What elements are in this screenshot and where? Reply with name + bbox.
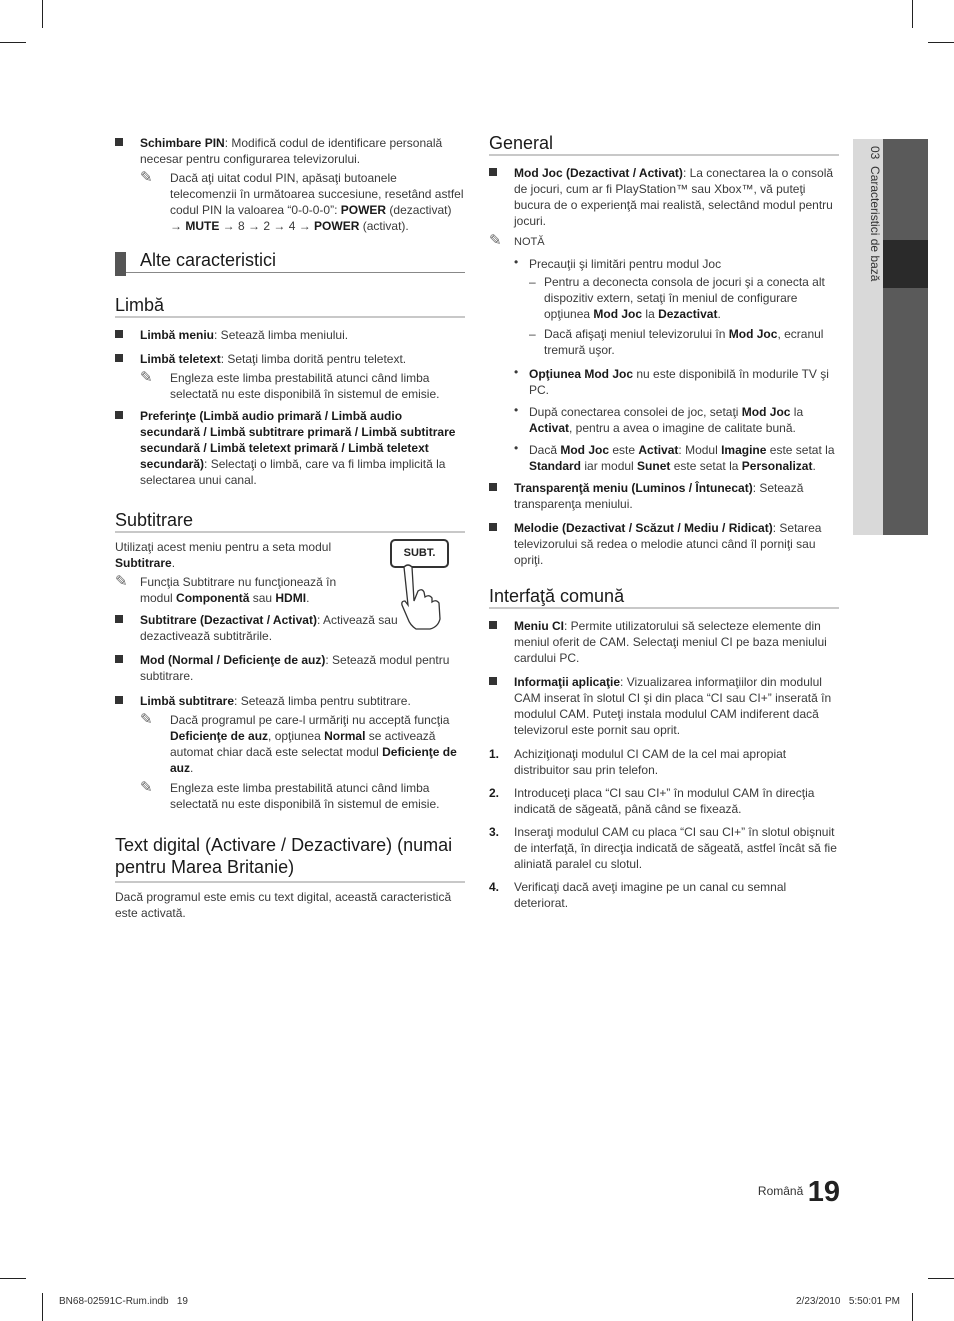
crop-mark: [928, 42, 954, 43]
crop-mark: [42, 0, 43, 28]
section-heading-text-digital: Text digital (Activare / Dezactivare) (numai pentru Marea Britanie): [115, 834, 465, 883]
subtitrare-note: ✎ Funcţia Subtitrare nu funcţionează în modul Componentă sau HDMI.: [115, 572, 337, 605]
nota-bullet-1: • Precauţii şi limitări pentru modul Joc: [514, 255, 722, 271]
dash-icon: –: [529, 275, 536, 289]
dot-bullet-icon: •: [514, 441, 519, 455]
pin-note: ✎ Dacă aţi uitat codul PIN, apăsaţi butoanele telecomenzii în următoarea succesiune, resetând astfel codul PIN la valoarea “0-0-0-0”: POWER (dezactivat) → MUTE → 8 → 2 → 4 → POWER (activat).: [140, 168, 464, 233]
pencil-note-icon: ✎: [489, 231, 502, 249]
dot-bullet-icon: •: [514, 255, 519, 269]
nota-bullet-4: • Dacă Mod Joc este Activat: Modul Imagine este setat la Standard iar modul Sunet este setat la Personalizat.: [514, 441, 835, 473]
square-bullet-icon: [115, 138, 123, 146]
square-bullet-icon: [489, 168, 497, 176]
pin-label: Schimbare PIN: [140, 136, 225, 150]
transparenta-item: Transparenţă meniu (Luminos / Întunecat): Setează transparenţa meniului.: [489, 480, 839, 512]
slug-datetime: 2/23/2010 5:50:01 PM: [796, 1296, 900, 1307]
step-item: 4. Verificaţi dacă aveţi imagine pe un canal cu semnal deteriorat.: [489, 880, 787, 910]
limba-meniu-item: Limbă meniu: Setează limba meniului.: [115, 327, 465, 343]
square-bullet-icon: [489, 523, 497, 531]
pencil-note-icon: ✎: [115, 572, 128, 590]
section-heading-general: General: [489, 135, 839, 156]
crop-mark: [0, 42, 26, 43]
text-digital-body: Dacă programul este emis cu text digital, această caracteristică este activată.: [115, 890, 452, 920]
pin-item: Schimbare PIN: Modifică codul de identificare personală necesar pentru configurarea televizorului.: [115, 135, 465, 167]
step-item: 1. Achiziţionaţi modulul CI CAM de la cel mai apropiat distribuitor sau prin telefon.: [489, 747, 787, 777]
crop-mark: [912, 0, 913, 28]
crop-mark: [928, 1278, 954, 1279]
square-bullet-icon: [115, 411, 123, 419]
nota-heading: ✎ NOTĂ: [489, 231, 545, 249]
page-footer: [700, 1176, 840, 1216]
nota-bullet-2: • Opţiunea Mod Joc nu este disponibilă în modurile TV şi PC.: [514, 365, 829, 397]
page-number: 19: [807, 1176, 840, 1208]
dash-icon: –: [529, 327, 536, 341]
preferinte-item: Preferinţe (Limbă audio primară / Limbă audio secundară / Limbă subtitrare primară / Limbă subtitrare secundară / Limbă teletext primară / Limbă teletext secundară): Selectaţi o limbă, care va fi limba implicită la selectarea unui canal.: [115, 408, 465, 488]
square-bullet-icon: [115, 655, 123, 663]
subtitrare-mod-item: Mod (Normal / Deficienţe de auz): Setează modul pentru subtitrare.: [115, 652, 465, 684]
chapter-title: Caracteristici de bază: [868, 166, 882, 282]
meniu-ci-item: Meniu CI: Permite utilizatorului să selecteze elemente din meniul oferit de CAM. Selectaţi meniul CI pe baza meniului cardului PC.: [489, 618, 839, 666]
dot-bullet-icon: •: [514, 403, 519, 417]
nota-dash-2: – Dacă afişaţi meniul televizorului în Mod Joc, ecranul tremură uşor.: [529, 327, 824, 357]
step-item: 3. Inseraţi modulul CAM cu placa “CI sau CI+” în slotul obişnuit de interfaţă, în direcţia indicată de săgeată, astfel încât să fie aliniată paralel cu slotul.: [489, 825, 837, 871]
square-bullet-icon: [115, 696, 123, 704]
melodie-item: Melodie (Dezactivat / Scăzut / Mediu / Ridicat): Setarea televizorului să redea o melodie atunci când îl porniţi sau opriţi.: [489, 520, 839, 568]
subtitrare-limba-item: Limbă subtitrare: Setează limba pentru subtitrare.: [115, 693, 465, 709]
square-bullet-icon: [115, 615, 123, 623]
subt-remote-button: SUBT.: [390, 539, 449, 568]
square-bullet-icon: [115, 354, 123, 362]
heading-bar-icon: [115, 252, 126, 276]
chapter-tab-dark: [883, 139, 928, 535]
square-bullet-icon: [489, 677, 497, 685]
section-heading-interfata: Interfaţă comună: [489, 588, 839, 609]
square-bullet-icon: [115, 330, 123, 338]
teletext-note: ✎ Engleza este limba prestabilită atunci când limba selectată nu este disponibilă în sistemul de emisie.: [140, 368, 440, 401]
subtitrare-intro-block: [115, 539, 465, 606]
informatii-item: Informaţii aplicaţie: Vizualizarea informaţiilor din modulul CAM inserat în slotul CI şi din placa “CI sau CI+” inserată în modulul CAM. Puteţi instala modulul CAM indiferent dacă televizorul este pornit sau oprit.: [489, 674, 839, 738]
section-heading-limba: Limbă: [115, 297, 465, 318]
subtitrare-note-engleza: ✎ Engleza este limba prestabilită atunci când limba selectată nu este disponibilă în sistemul de emisie.: [140, 778, 440, 811]
footer-language: Română: [757, 1184, 804, 1198]
step-item: 2. Introduceţi placa “CI sau CI+” în modulul CAM în direcţia indicată de săgeată, până când se fixează.: [489, 786, 815, 816]
section-heading-subtitrare: Subtitrare: [115, 512, 465, 533]
chapter-tab-marker: [883, 240, 928, 288]
section-heading-alte: Alte caracteristici: [115, 252, 465, 273]
subtitrare-toggle-item: Subtitrare (Dezactivat / Activat): Activează sau dezactivează subtitrările.: [115, 612, 465, 644]
slug-file: BN68-02591C-Rum.indb 19: [59, 1296, 188, 1307]
pencil-note-icon: ✎: [140, 368, 153, 386]
crop-mark: [0, 1278, 26, 1279]
dot-bullet-icon: •: [514, 365, 519, 379]
nota-dash-1: – Pentru a deconecta consola de jocuri şi a conecta alt dispozitiv extern, setaţi în meniul de configurare opţiunea Mod Joc la Dezactivat.: [529, 275, 825, 321]
square-bullet-icon: [489, 621, 497, 629]
pencil-note-icon: ✎: [140, 168, 153, 186]
subtitrare-note-deficiente: ✎ Dacă programul pe care-l urmăriţi nu acceptă funcţia Deficienţe de auz, opţiunea Normal se activează automat chiar dacă este selectat modul Deficienţe de auz.: [140, 710, 457, 775]
pencil-note-icon: ✎: [140, 778, 153, 796]
mod-joc-item: Mod Joc (Dezactivat / Activat): La conectarea la o consolă de jocuri, cum ar fi PlayStation™ sau Xbox™, vă puteţi bucura de o experienţă mai realistă, selectând modul pentru jocuri.: [489, 165, 839, 229]
print-slug: [0, 1296, 954, 1316]
pencil-note-icon: ✎: [140, 710, 153, 728]
right-column: [489, 135, 839, 918]
square-bullet-icon: [489, 483, 497, 491]
nota-bullet-3: • După conectarea consolei de joc, setaţi Mod Joc la Activat, pentru a avea o imagine de calitate bună.: [514, 403, 804, 435]
subtitrare-intro: Utilizaţi acest meniu pentru a seta modul Subtitrare.: [115, 540, 332, 570]
chapter-label: [856, 146, 882, 446]
limba-teletext-item: Limbă teletext: Setaţi limba dorită pentru teletext.: [115, 351, 465, 367]
left-column: [115, 135, 465, 921]
chapter-number: 03: [868, 146, 882, 160]
